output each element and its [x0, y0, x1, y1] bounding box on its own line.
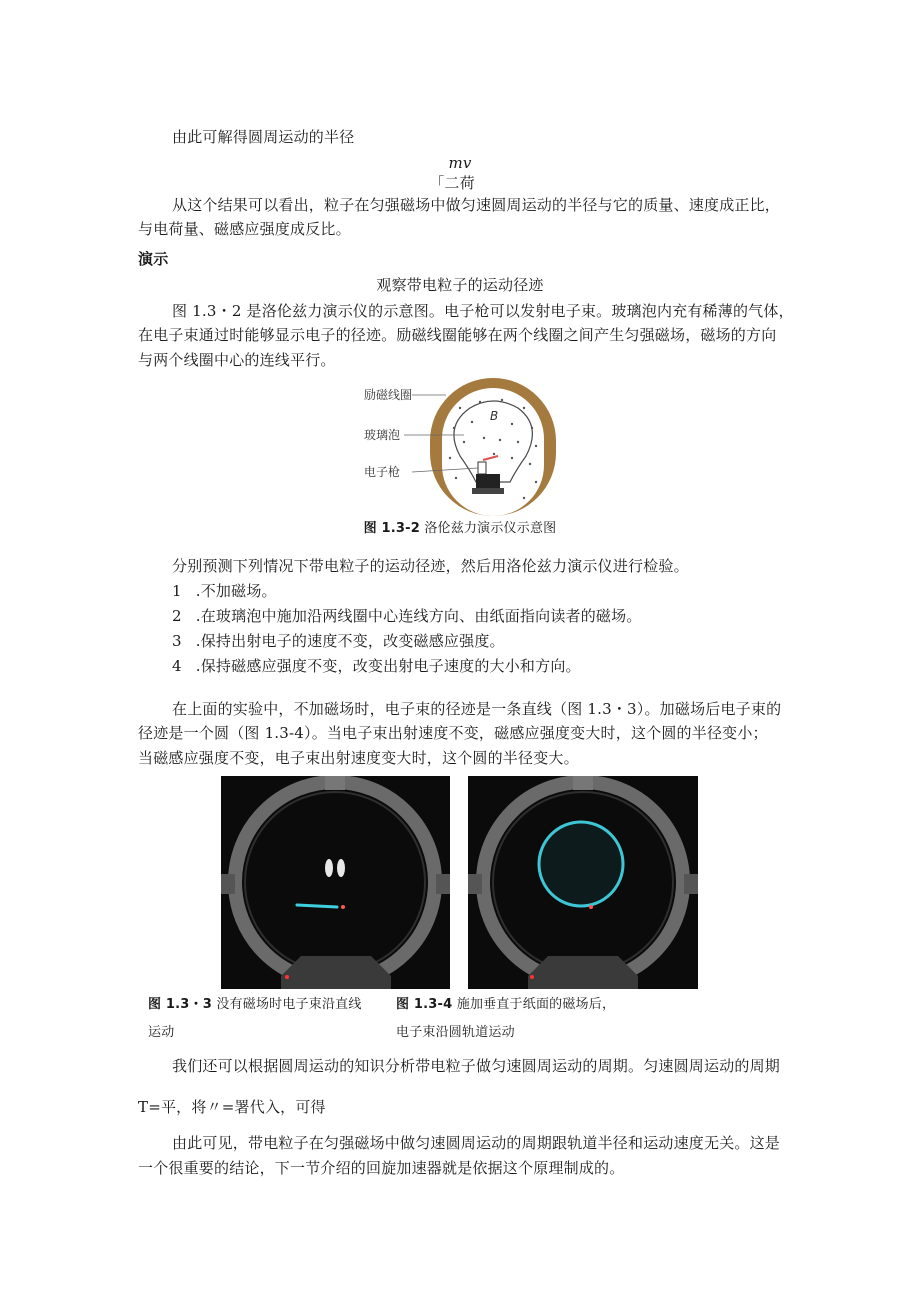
list-item: 3 .保持出射电子的速度不变，改变磁感应强度。 — [172, 632, 505, 650]
paragraph-period-conclusion-line1: 由此可见，带电粒子在匀强磁场中做匀速圆周运动的周期跟轨道半径和运动速度无关。这是 — [172, 1134, 781, 1152]
caption-text: 洛伦兹力演示仪示意图 — [424, 521, 557, 536]
formula-numerator: mv — [448, 154, 472, 172]
paragraph-period-formula: T=平，将〃=署代入，可得 — [138, 1098, 326, 1116]
coil-mount-left — [468, 874, 482, 894]
figure-caption-1-3-3 — [148, 992, 362, 1018]
list-item: 1 .不加磁场。 — [172, 582, 277, 600]
paragraph-results-line3: 当磁感应强度不变，电子束出射速度变大时，这个圆的半径变大。 — [138, 749, 579, 767]
caption-number: 图 1.3-4 — [396, 997, 453, 1012]
lorentz-apparatus-diagram — [360, 378, 570, 516]
gun-socket — [472, 488, 504, 494]
gun-reflection-left — [325, 859, 333, 877]
apparatus-base — [528, 956, 638, 989]
coil-clamp — [325, 776, 345, 790]
figure-caption-1-3-3-line2: 运动 — [148, 1025, 175, 1040]
coil-mount-right — [436, 874, 450, 894]
paragraph-radius-conclusion-line1: 从这个结果可以看出，粒子在匀强磁场中做匀速圆周运动的半径与它的质量、速度成正比， — [172, 196, 781, 214]
label-glass-bulb: 玻璃泡 — [364, 428, 401, 442]
paragraph-period-intro: 我们还可以根据圆周运动的知识分析带电粒子做匀速圆周运动的周期。匀速圆周运动的周期 — [172, 1057, 781, 1075]
gun-reflection-right — [337, 859, 345, 877]
paragraph-apparatus-line2: 在电子束通过时能够显示电子的径迹。励磁线圈能够在两个线圈之间产生匀强磁场，磁场的方向 — [138, 326, 777, 344]
caption-number: 图 1.3-2 — [363, 521, 421, 536]
caption-text: 没有磁场时电子束沿直线 — [216, 997, 362, 1012]
caption-text: 施加垂直于纸面的磁场后， — [456, 997, 616, 1012]
coil-mount-left — [221, 874, 235, 894]
paragraph-radius-intro: 由此可解得圆周运动的半径 — [172, 128, 355, 146]
paragraph-prediction: 分别预测下列情况下带电粒子的运动径迹，然后用洛伦兹力演示仪进行检验。 — [172, 557, 689, 575]
caption-number: 图 1.3・3 — [148, 997, 213, 1012]
coil-mount-right — [684, 874, 698, 894]
paragraph-apparatus-line3: 与两个线圈中心的连线平行。 — [138, 351, 336, 369]
indicator-light — [285, 975, 289, 979]
photo-circular-beam-drawing — [468, 776, 698, 989]
formula-denominator: 「二荷 — [429, 174, 475, 192]
label-electron-gun: 电子枪 — [364, 465, 401, 479]
label-excitation-coil: 励磁线圈 — [364, 388, 413, 402]
figure-caption-1-3-4-line2: 电子束沿圆轨道运动 — [396, 1025, 515, 1040]
field-label-b: B — [490, 409, 499, 423]
apparatus-base — [281, 956, 391, 989]
indicator-light — [530, 975, 534, 979]
photo-straight-beam-drawing — [221, 776, 450, 989]
coil-clamp — [573, 776, 593, 790]
electron-beam-line — [297, 905, 337, 907]
electron-beam-circle — [539, 822, 623, 906]
figure-caption-1-3-2 — [0, 516, 920, 542]
paragraph-period-conclusion-line2: 一个很重要的结论，下一节介绍的回旋加速器就是依据这个原理制成的。 — [138, 1159, 625, 1177]
figure-caption-1-3-4 — [396, 992, 615, 1018]
paragraph-apparatus-line1: 图 1.3・2 是洛伦兹力演示仪的示意图。电子枪可以发射电子束。玻璃泡内充有稀薄的气体， — [172, 302, 794, 320]
list-item: 2 .在玻璃泡中施加沿两线圈中心连线方向、由纸面指向读者的磁场。 — [172, 607, 642, 625]
photo-straight-beam — [221, 776, 450, 989]
paragraph-radius-conclusion-line2: 与电荷量、磁感应强度成反比。 — [138, 220, 351, 238]
gun-base — [476, 474, 500, 488]
demo-title: 观察带电粒子的运动径迹 — [376, 276, 544, 294]
paragraph-results-line2: 径迹是一个圆（图 1.3-4）。当电子束出射速度不变，磁感应强度变大时，这个圆的半径变小； — [138, 724, 768, 742]
coil-inner-area — [442, 388, 544, 516]
photo-circular-beam — [468, 776, 698, 989]
gun-light — [341, 905, 345, 909]
gun-light — [589, 905, 593, 909]
paragraph-results-line1: 在上面的实验中，不加磁场时，电子束的径迹是一条直线（图 1.3・3）。加磁场后电子束的 — [172, 700, 782, 718]
list-item: 4 .保持磁感应强度不变，改变出射电子速度的大小和方向。 — [172, 657, 581, 675]
section-label-demo: 演示 — [138, 250, 169, 268]
